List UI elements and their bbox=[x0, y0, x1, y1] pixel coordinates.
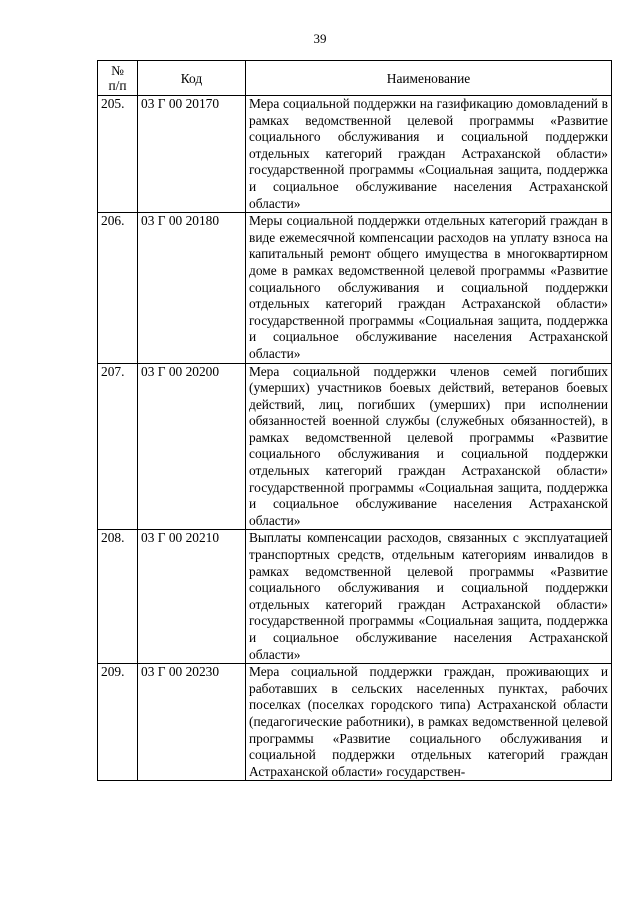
row-code: 03 Г 00 20200 bbox=[138, 363, 246, 530]
table-row bbox=[98, 530, 612, 664]
table-row bbox=[98, 664, 612, 781]
row-name: Меры социальной поддержки отдельных категорий граждан в виде ежемесячной компенсации расходов на уплату взноса на капитальный ремонт общего имущества в многоквартирном доме в рамках ведомственной целевой программы «Развитие социального обслуживания и социальной поддержки отдельных категорий граждан Астраханской области» государственной программы «Социальная защита, поддержка и социальное обслуживание населения Астраханской области» bbox=[246, 213, 612, 363]
header-code: Код bbox=[138, 61, 246, 96]
classification-table bbox=[97, 60, 612, 781]
row-name: Мера социальной поддержки членов семей погибших (умерших) участников боевых действий, ветеранов боевых действий, лиц, погибших (умерших) при исполнении обязанностей военной службы (служебных обязанностей), в рамках ведомственной целевой программы «Развитие социального обслуживания и социальной поддержки отдельных категорий граждан Астраханской области» государственной программы «Социальная защита, поддержка и социальное обслуживание населения Астраханской области» bbox=[246, 363, 612, 530]
row-code: 03 Г 00 20180 bbox=[138, 213, 246, 363]
row-number: 205. bbox=[98, 96, 138, 213]
table-row bbox=[98, 363, 612, 530]
row-code: 03 Г 00 20230 bbox=[138, 664, 246, 781]
row-name: Мера социальной поддержки на газификацию домовладений в рамках ведомственной целевой программы «Развитие социального обслуживания и социальной поддержки отдельных категорий граждан Астраханской области» государственной программы «Социальная защита, поддержка и социальное обслуживание населения Астраханской области» bbox=[246, 96, 612, 213]
row-number: 209. bbox=[98, 664, 138, 781]
table-header-row bbox=[98, 61, 612, 96]
row-number: 207. bbox=[98, 363, 138, 530]
row-code: 03 Г 00 20210 bbox=[138, 530, 246, 664]
row-number: 208. bbox=[98, 530, 138, 664]
page-number: 39 bbox=[313, 31, 327, 46]
header-number bbox=[98, 61, 138, 96]
row-name: Выплаты компенсации расходов, связанных с эксплуатацией транспортных средств, отдельным категориям инвалидов в рамках ведомственной целевой программы «Развитие социального обслуживания и социальной поддержки отдельных категорий граждан Астраханской области» государственной программы «Социальная защита, поддержка и социальное обслуживание населения Астраханской области» bbox=[246, 530, 612, 664]
row-name: Мера социальной поддержки граждан, проживающих и работавших в сельских населенных пунктах, рабочих поселках (поселках городского типа) Астраханской области (педагогические работники), в рамках ведомственной целевой программы «Развитие социального обслуживания и социальной поддержки отдельных категорий граждан Астраханской области» государствен- bbox=[246, 664, 612, 781]
row-code: 03 Г 00 20170 bbox=[138, 96, 246, 213]
table-row bbox=[98, 213, 612, 363]
table-row bbox=[98, 96, 612, 213]
header-number-abbr: п/п bbox=[108, 78, 127, 93]
header-number-sign: № bbox=[111, 63, 124, 78]
header-name: Наименование bbox=[246, 61, 612, 96]
row-number: 206. bbox=[98, 213, 138, 363]
